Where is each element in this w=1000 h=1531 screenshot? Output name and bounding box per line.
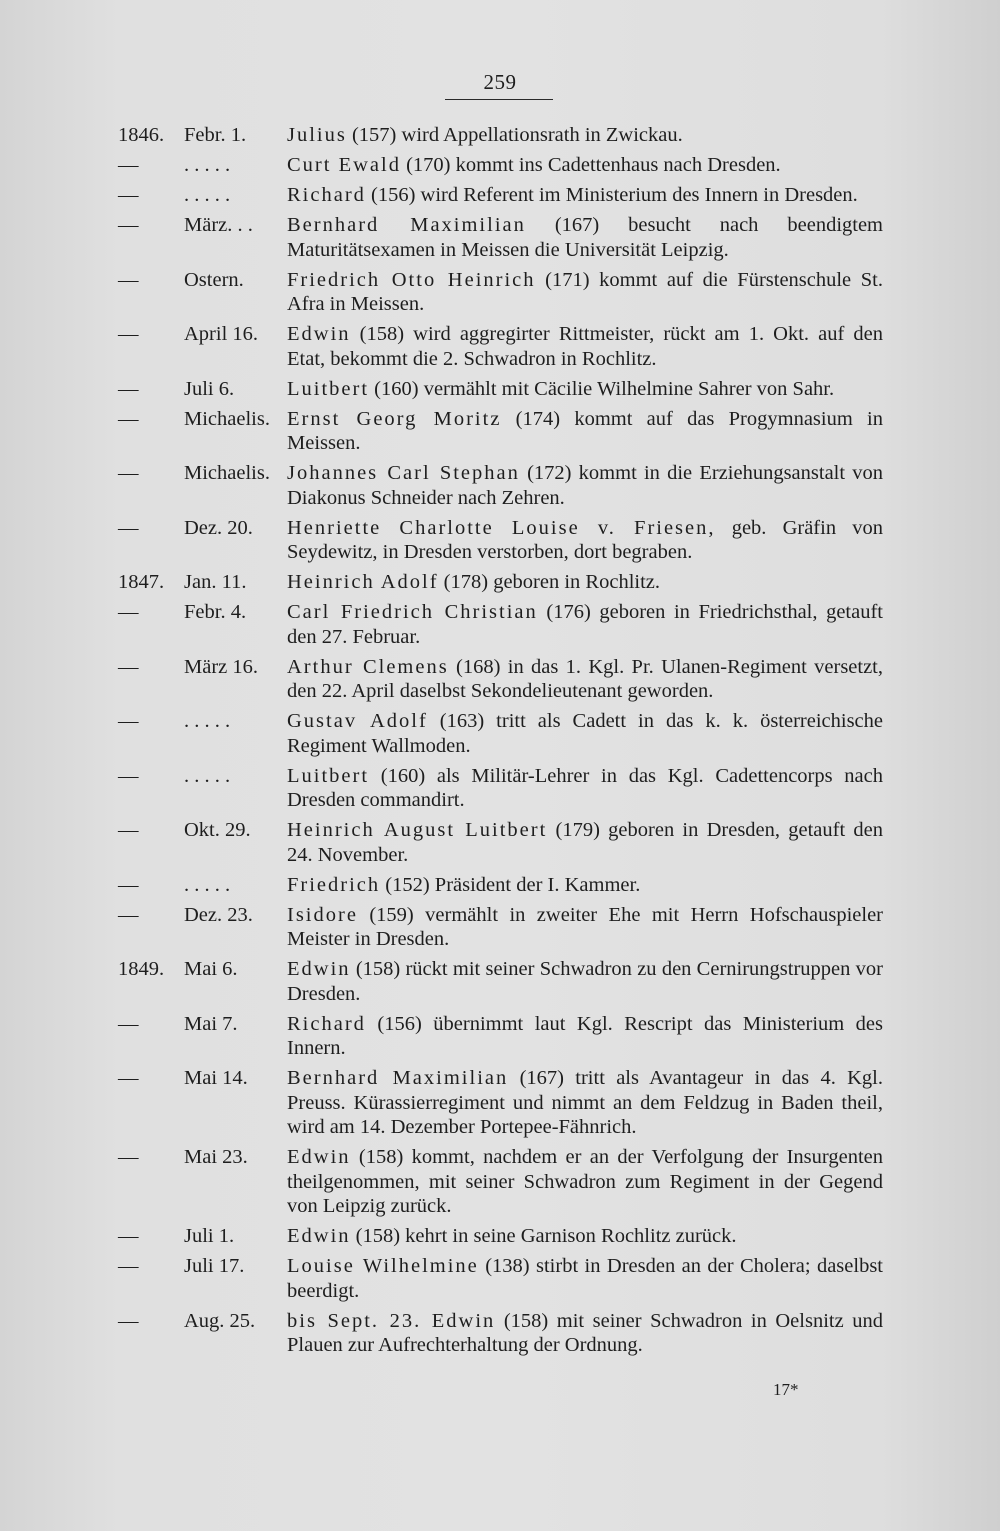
- page-number-rule: [445, 99, 553, 100]
- entry-text: [287, 709, 883, 758]
- entry-person-name: Louise Wilhelmine: [287, 1255, 479, 1277]
- entry-text: [287, 461, 883, 510]
- entry-date: . . . . .: [184, 873, 231, 896]
- entry-text: [287, 1309, 883, 1358]
- entry-text: [287, 957, 883, 1006]
- entry-date: Okt. 29.: [184, 819, 251, 841]
- entry-date: Michaelis.: [184, 407, 270, 430]
- entry-description: geb. Gräfin von Seydewitz, in Dresden verstorben, dort begraben.: [287, 516, 883, 563]
- entry-year: —: [118, 1309, 139, 1332]
- entry-text: [287, 1254, 883, 1303]
- entry-date: Juli 6.: [184, 377, 235, 400]
- entry-description: (156) übernimmt laut Kgl. Rescript das Ministerium des Innern.: [287, 1012, 884, 1059]
- entry-person-name: Luitbert: [287, 377, 370, 400]
- chronicle-entry: [118, 213, 883, 262]
- entry-person-name: Curt Ewald: [287, 154, 401, 176]
- entry-text: [287, 322, 883, 371]
- chronicle-entry: [118, 903, 883, 952]
- entry-year: —: [118, 655, 139, 678]
- signature-mark: 17*: [773, 1380, 799, 1399]
- entry-date: März. . .: [184, 214, 253, 236]
- entry-date: . . . . .: [184, 154, 231, 176]
- entry-person-name: Luitbert: [287, 764, 370, 787]
- entry-description: (172) kommt in die Erziehungsanstalt von Diakonus Schneider nach Zehren.: [287, 462, 883, 509]
- entry-description: (168) in das 1. Kgl. Pr. Ulanen-Regiment versetzt, den 22. April daselbst Sekondelieutenant geworden.: [287, 655, 884, 702]
- entry-person-name: Carl Friedrich Christian: [287, 601, 538, 623]
- chronicle-entry: [118, 1145, 883, 1219]
- entry-person-name: Edwin: [287, 958, 351, 980]
- entry-year: —: [118, 154, 139, 176]
- chronicle-entry: [118, 818, 883, 867]
- entry-text: [287, 873, 883, 898]
- entry-year: —: [118, 903, 139, 926]
- entry-description: (178) geboren in Rochlitz.: [443, 571, 661, 593]
- entry-date: April 16.: [184, 323, 259, 345]
- entry-date: Mai 14.: [184, 1067, 248, 1089]
- entry-year: —: [118, 1146, 139, 1168]
- entry-text: [287, 407, 883, 456]
- chronicle-entry: [118, 153, 883, 178]
- entry-description: (158) mit seiner Schwadron in Oelsnitz und Plauen zur Aufrechterhaltung der Ordnung.: [287, 1309, 883, 1356]
- entry-description: (138) stirbt in Dresden an der Cholera; daselbst beerdigt.: [287, 1255, 883, 1302]
- entry-date: Ostern.: [184, 268, 244, 291]
- entry-description: (158) kehrt in seine Garnison Rochlitz zurück.: [355, 1225, 737, 1247]
- chronicle-entry: [118, 377, 883, 402]
- entry-year: —: [118, 462, 139, 484]
- chronicle-entry: [118, 957, 883, 1006]
- chronicle-entry: [118, 1309, 883, 1358]
- entry-year: —: [118, 1225, 139, 1247]
- entry-date: Febr. 1.: [184, 124, 247, 146]
- entry-year: —: [118, 764, 139, 787]
- entry-year: —: [118, 710, 139, 732]
- entry-person-name: Johannes Carl Stephan: [287, 462, 520, 484]
- entry-year: —: [118, 1255, 139, 1277]
- entry-date: März 16.: [184, 655, 259, 678]
- chronicle-entry: [118, 1012, 883, 1061]
- entry-person-name: Arthur Clemens: [287, 655, 449, 678]
- entry-person-name: Heinrich Adolf: [287, 571, 439, 593]
- entry-description: (179) geboren in Dresden, getauft den 24. November.: [287, 819, 883, 866]
- entry-date: Aug. 25.: [184, 1309, 256, 1332]
- entry-description: (157) wird Appellationsrath in Zwickau.: [351, 124, 683, 146]
- entry-date: Febr. 4.: [184, 601, 247, 623]
- entry-year: —: [118, 873, 139, 896]
- entry-date: Mai 23.: [184, 1146, 248, 1168]
- entry-year: —: [118, 1012, 139, 1035]
- entry-person-name: Gustav Adolf: [287, 710, 428, 732]
- chronicle-entry: [118, 709, 883, 758]
- entry-date: Juli 17.: [184, 1255, 245, 1277]
- entry-date: Dez. 23.: [184, 903, 253, 926]
- entry-date: Juli 1.: [184, 1225, 235, 1247]
- chronicle-entries: [118, 123, 883, 1363]
- chronicle-entry: [118, 268, 883, 317]
- chronicle-entry: [118, 407, 883, 456]
- entry-description: (159) vermählt in zweiter Ehe mit Herrn Hofschauspieler Meister in Dresden.: [287, 903, 884, 950]
- entry-text: [287, 1012, 883, 1061]
- entry-person-name: Julius: [287, 124, 347, 146]
- entry-person-name: Friedrich: [287, 873, 381, 896]
- entry-text: [287, 818, 883, 867]
- entry-description: (167) besucht nach beendigtem Maturitätsexamen in Meissen die Universität Leipzig.: [287, 214, 884, 261]
- entry-year: 1847.: [118, 571, 165, 593]
- entry-description: (158) kommt, nachdem er an der Verfolgung der Insurgenten theilgenommen, mit seiner Schwadron zum Regiment in der Gegend von Leipzig zurück.: [287, 1146, 884, 1217]
- entry-person-name: Friedrich Otto Heinrich: [287, 268, 536, 291]
- entry-description: (160) vermählt mit Cäcilie Wilhelmine Sahrer von Sahr.: [374, 377, 835, 400]
- entry-year: 1849.: [118, 958, 165, 980]
- entry-year: —: [118, 184, 139, 206]
- entry-person-name: Richard: [287, 1012, 366, 1035]
- entry-date: Mai 6.: [184, 958, 238, 980]
- chronicle-entry: [118, 123, 883, 148]
- entry-year: —: [118, 601, 139, 623]
- entry-person-name: Bernhard Maximilian: [287, 1067, 509, 1089]
- entry-description: (152) Präsident der I. Kammer.: [385, 873, 641, 896]
- entry-text: [287, 600, 883, 649]
- entry-date: Michaelis.: [184, 462, 270, 484]
- entry-text: [287, 123, 883, 148]
- entry-text: [287, 183, 883, 208]
- chronicle-entry: [118, 461, 883, 510]
- entry-date: . . . . .: [184, 764, 231, 787]
- entry-text: [287, 764, 883, 813]
- entry-year: —: [118, 1067, 139, 1089]
- entry-year: —: [118, 407, 139, 430]
- entry-description: (167) tritt als Avantageur in das 4. Kgl. Preuss. Kürassierregiment und nimmt an dem Feldzug in Baden theil, wird am 14. Dezember Portepee-Fähnrich.: [287, 1067, 884, 1138]
- entry-person-name: bis Sept. 23. Edwin: [287, 1309, 496, 1332]
- chronicle-entry: [118, 1066, 883, 1140]
- chronicle-entry: [118, 183, 883, 208]
- entry-person-name: Bernhard Maximilian: [287, 214, 526, 236]
- entry-text: [287, 377, 883, 402]
- entry-year: —: [118, 323, 139, 345]
- entry-date: Dez. 20.: [184, 516, 253, 539]
- entry-person-name: Heinrich August Luitbert: [287, 819, 548, 841]
- entry-description: (163) tritt als Cadett in das k. k. österreichische Regiment Wallmoden.: [287, 710, 884, 757]
- entry-text: [287, 570, 883, 595]
- entry-person-name: Edwin: [287, 1225, 351, 1247]
- entry-date: . . . . .: [184, 184, 231, 206]
- entry-person-name: Ernst Georg Moritz: [287, 407, 502, 430]
- chronicle-entry: [118, 873, 883, 898]
- chronicle-entry: [118, 655, 883, 704]
- entry-date: . . . . .: [184, 710, 231, 732]
- entry-year: —: [118, 516, 139, 539]
- entry-description: (170) kommt ins Cadettenhaus nach Dresden.: [406, 154, 781, 176]
- entry-text: [287, 268, 883, 317]
- entry-description: (171) kommt auf die Fürstenschule St. Afra in Meissen.: [287, 268, 883, 315]
- entry-description: (174) kommt auf das Progymnasium in Meissen.: [287, 407, 883, 454]
- entry-text: [287, 213, 883, 262]
- entry-date: Mai 7.: [184, 1012, 238, 1035]
- entry-text: [287, 1066, 883, 1140]
- entry-description: (160) als Militär-Lehrer in das Kgl. Cadettencorps nach Dresden commandirt.: [287, 764, 884, 811]
- entry-person-name: Edwin: [287, 1146, 351, 1168]
- page-number: 259: [483, 70, 517, 94]
- chronicle-entry: [118, 570, 883, 595]
- chronicle-entry: [118, 516, 883, 565]
- entry-text: [287, 655, 883, 704]
- entry-person-name: Edwin: [287, 323, 351, 345]
- entry-year: —: [118, 268, 139, 291]
- chronicle-entry: [118, 764, 883, 813]
- entry-text: [287, 1224, 883, 1249]
- chronicle-entry: [118, 1224, 883, 1249]
- entry-description: (156) wird Referent im Ministerium des Innern in Dresden.: [371, 184, 858, 206]
- entry-person-name: Henriette Charlotte Louise v. Friesen,: [287, 516, 716, 539]
- entry-person-name: Isidore: [287, 903, 358, 926]
- entry-text: [287, 1145, 883, 1219]
- entry-description: (176) geboren in Friedrichsthal, getauft den 27. Februar.: [287, 601, 883, 648]
- chronicle-entry: [118, 322, 883, 371]
- entry-text: [287, 516, 883, 565]
- entry-year: —: [118, 819, 139, 841]
- entry-year: 1846.: [118, 124, 165, 146]
- chronicle-entry: [118, 1254, 883, 1303]
- entry-description: (158) rückt mit seiner Schwadron zu den Cernirungstruppen vor Dresden.: [287, 958, 883, 1005]
- entry-year: —: [118, 214, 139, 236]
- entry-text: [287, 903, 883, 952]
- entry-date: Jan. 11.: [184, 571, 247, 593]
- entry-text: [287, 153, 883, 178]
- chronicle-entry: [118, 600, 883, 649]
- entry-description: (158) wird aggregirter Rittmeister, rückt am 1. Okt. auf den Etat, bekommt die 2. Schwadron in Rochlitz.: [287, 323, 884, 370]
- entry-person-name: Richard: [287, 184, 366, 206]
- entry-year: —: [118, 377, 139, 400]
